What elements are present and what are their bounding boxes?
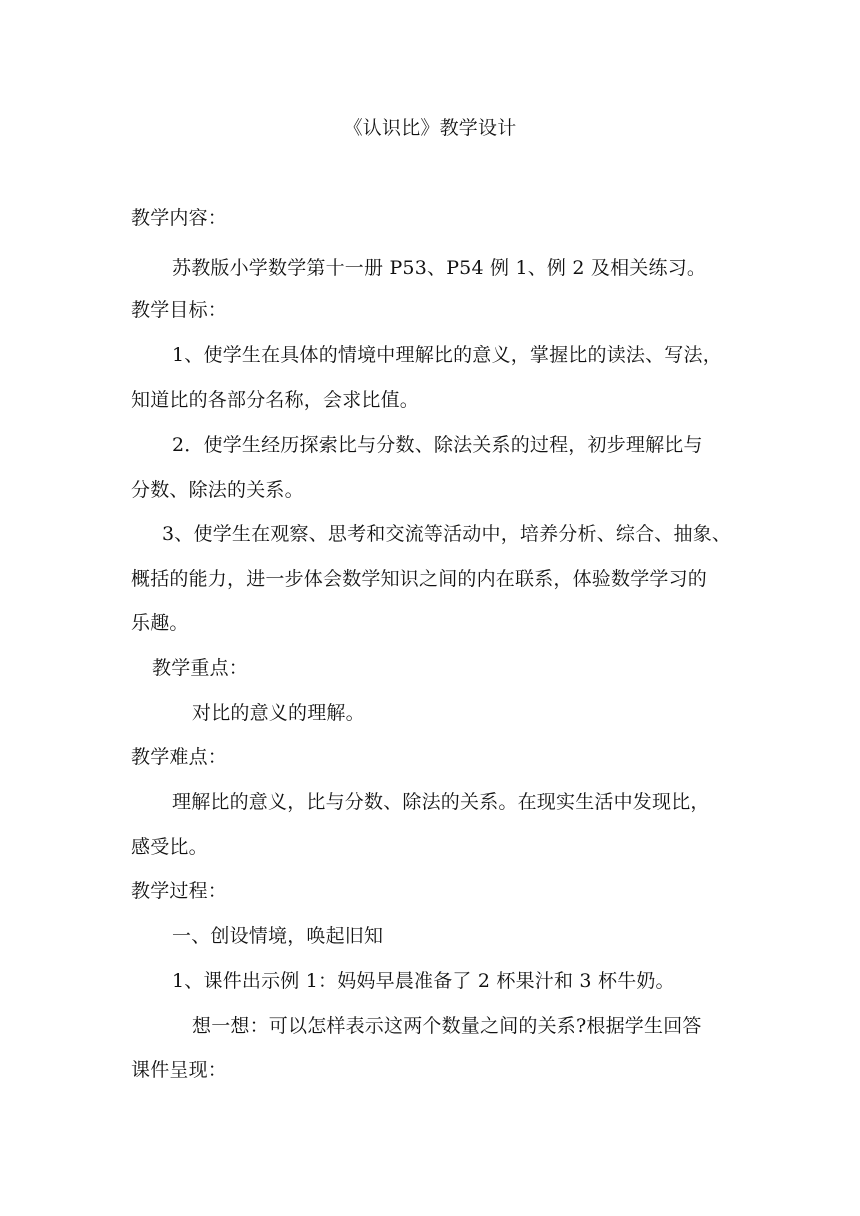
paragraph-line: 3、使学生在观察、思考和交流等活动中，培养分析、综合、抽象、: [162, 523, 732, 545]
heading-teaching-content: 教学内容：: [131, 207, 228, 229]
paragraph-line: 感受比。: [131, 836, 208, 858]
paragraph-line: 课件呈现：: [131, 1059, 228, 1081]
heading-teaching-difficulty: 教学难点：: [131, 746, 228, 768]
paragraph-line: 对比的意义的理解。: [192, 702, 365, 724]
paragraph-line: 2．使学生经历探索比与分数、除法关系的过程，初步理解比与: [172, 434, 703, 456]
heading-teaching-objectives: 教学目标：: [131, 299, 228, 321]
paragraph-line: 概括的能力，进一步体会数学知识之间的内在联系，体验数学学习的: [131, 568, 708, 590]
paragraph-line: 想一想：可以怎样表示这两个数量之间的关系?根据学生回答: [192, 1015, 702, 1037]
heading-teaching-key-point: 教学重点：: [152, 657, 249, 679]
section-heading: 一、创设情境，唤起旧知: [172, 925, 384, 947]
paragraph-line: 知道比的各部分名称，会求比值。: [131, 389, 420, 411]
document-title: 《认识比》教学设计: [343, 117, 517, 139]
paragraph-line: 理解比的意义，比与分数、除法的关系。在现实生活中发现比，: [172, 791, 710, 813]
paragraph-line: 1、使学生在具体的情境中理解比的意义，掌握比的读法、写法，: [172, 344, 722, 366]
paragraph-line: 分数、除法的关系。: [131, 479, 304, 501]
heading-teaching-process: 教学过程：: [131, 880, 228, 902]
paragraph-line: 苏教版小学数学第十一册 P53、P54 例 1、例 2 及相关练习。: [172, 257, 707, 279]
paragraph-line: 1、课件出示例 1：妈妈早晨准备了 2 杯果汁和 3 杯牛奶。: [172, 970, 675, 992]
paragraph-line: 乐趣。: [131, 612, 189, 634]
